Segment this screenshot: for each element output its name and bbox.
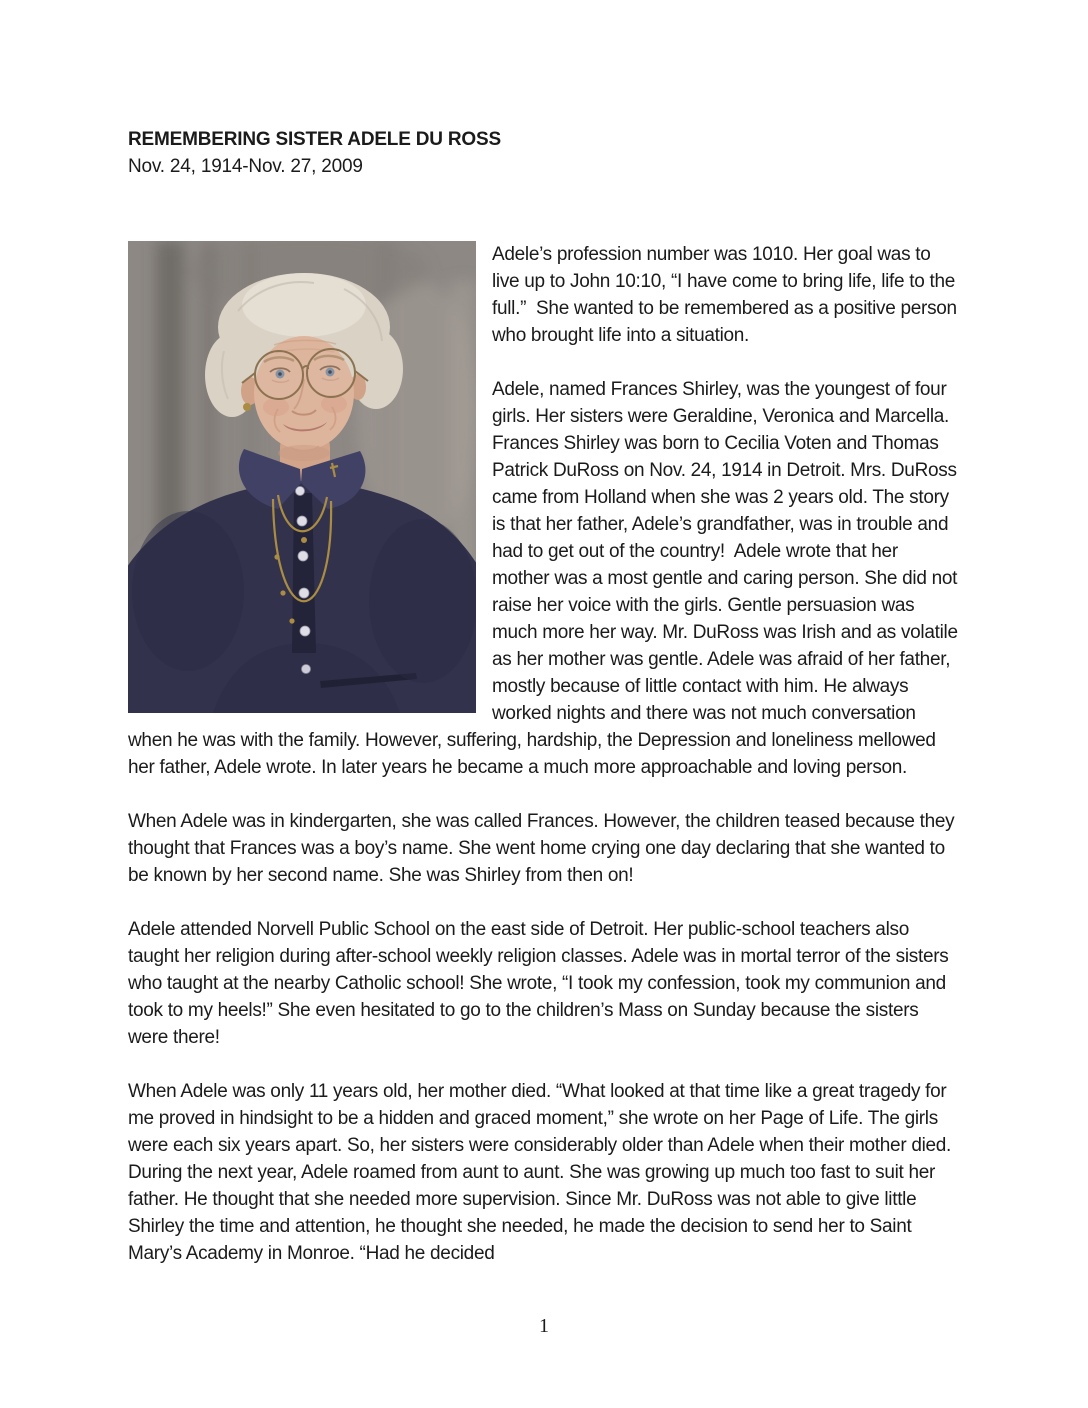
body-paragraph-2: Adele, named Frances Shirley, was the youngest of four girls. Her sisters were Geraldine, Veronica and Marcella. Frances Shirley was born to Cecilia Voten and Thomas Patrick DuRoss on Nov. 24, 1914 in Detroit. Mrs. DuRoss came from Holland when she was 2 years old. The story is that her father, Adele’s grandfather, was in trouble and had to get out of the country! Adele wrote that her mother was a most gentle and caring person. She did not raise her voice with the girls. Gentle persuasion was much more her way. Mr. DuRoss was Irish and as volatile as her mother was gentle. Adele was afraid of her father, mostly because of little contact with him. He always worked nights and there was not much conversation when he was with the family. However, suffering, hardship, the Depression and loneliness mellowed her father, Adele wrote. In later years he became a much more approachable and loving person. [128,379,963,778]
gold-earring [243,403,251,411]
body-paragraph-5: When Adele was only 11 years old, her mother died. “What looked at that time like a great tragedy for me proved in hindsight to be a hidden and graced moment,” she wrote on her Page of Life. The girls were each six years apart. So, her sisters were considerably older than Adele when their mother died. During the next year, Adele roamed from aunt to aunt. She was growing up much too fast to suit her father. He thought that she needed more supervision. Since Mr. DuRoss was not able to give little Shirley the time and attention, he thought she needed, he made the decision to send her to Saint Mary’s Academy in Monroe. “Had he decided [128,1081,957,1264]
document-title: REMEMBERING SISTER ADELE DU ROSS [128,129,501,150]
portrait-photo-illustration [128,241,476,713]
body-paragraph-3: When Adele was in kindergarten, she was called Frances. However, the children teased because they thought that Frances was a boy’s name. She went home crying one day declaring that she wanted to be known by her second name. She was Shirley from then on! [128,811,960,886]
body-paragraph-1: Adele’s profession number was 1010. Her goal was to live up to John 10:10, “I have come to bring life, life to the full.” She wanted to be remembered as a positive person who brought life into a situation. [492,244,962,346]
document-body [128,241,963,1294]
document-dates: Nov. 24, 1914-Nov. 27, 2009 [128,156,363,177]
body-paragraph-4: Adele attended Norvell Public School on the east side of Detroit. Her public-school teachers also taught her religion during after-school weekly religion classes. Adele was in mortal terror of the sisters who taught at the nearby Catholic school! She wrote, “I took my confession, took my communion and took to my heels!” She even hesitated to go to the children’s Mass on Sunday because the sisters were there! [128,919,954,1048]
portrait-photo [128,241,476,713]
page-number: 1 [539,1315,549,1337]
